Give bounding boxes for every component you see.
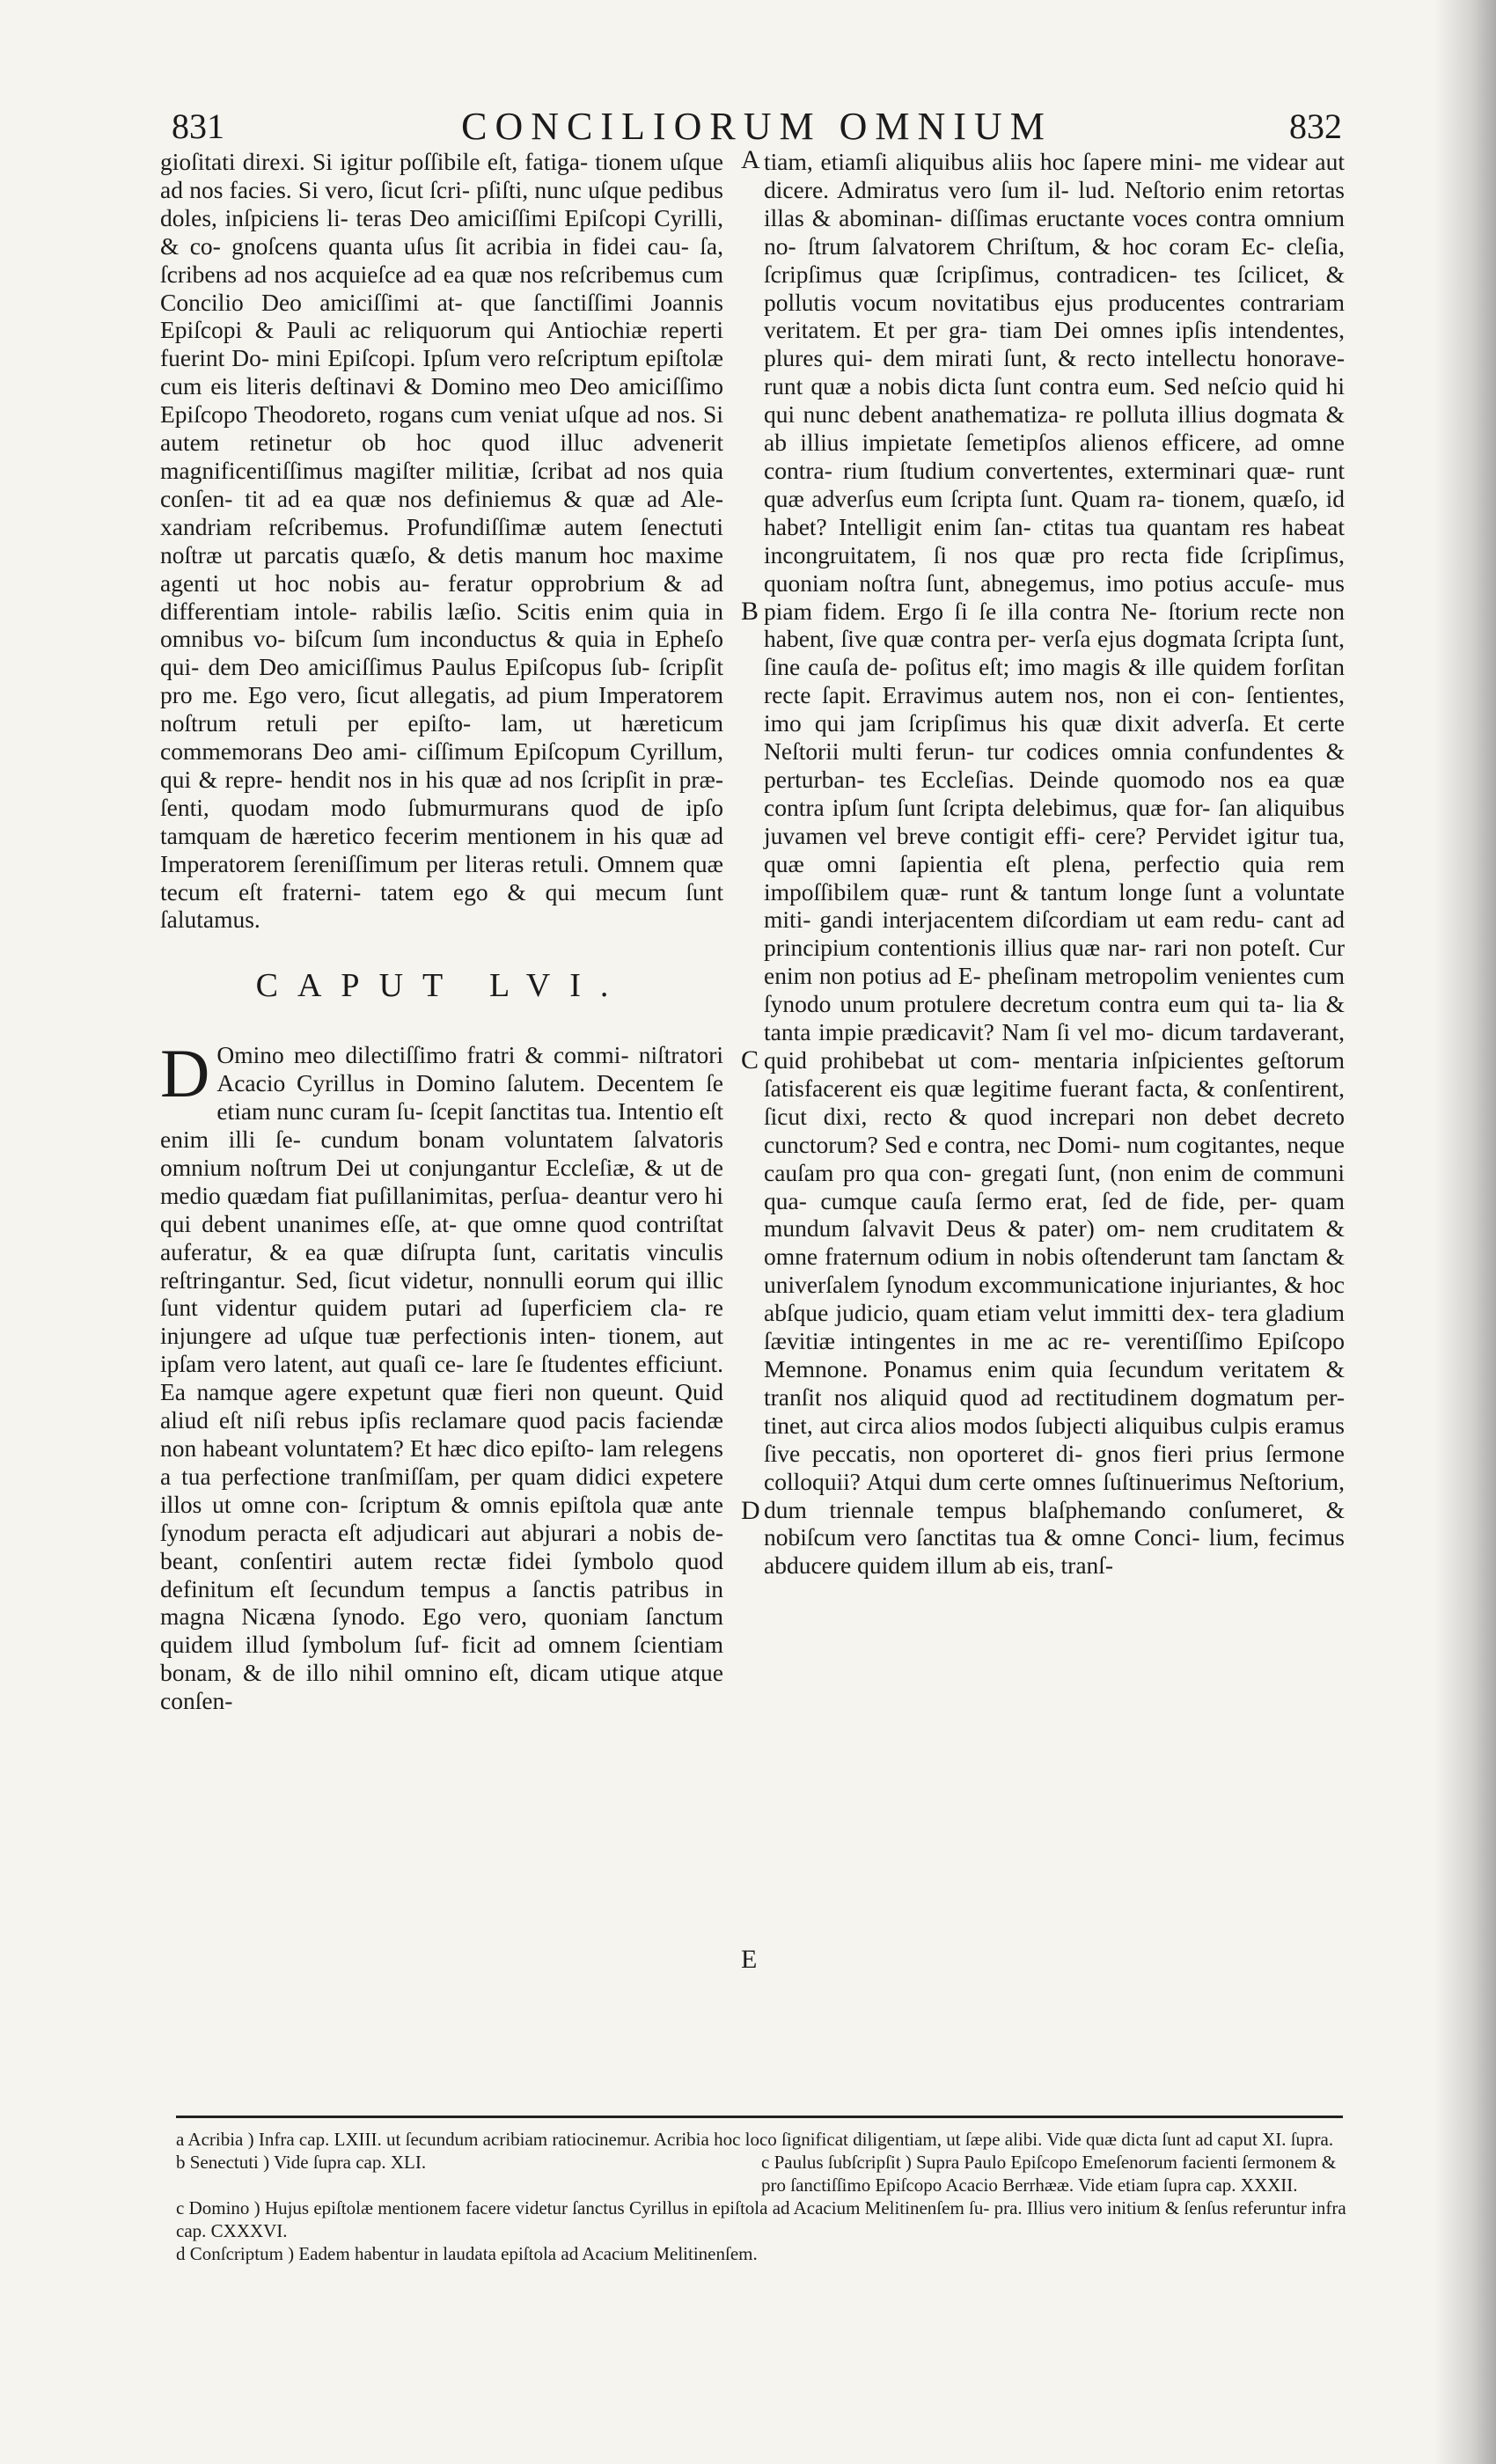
letter-text: Omino meo dilectiſſimo fratri & commi- niſtratori Acacio Cyrillus in Domino ſalutem. Decentem ſe etiam nunc curam ſu- ſcepit ſanctitas tua. Intentio eſt enim illi ſe- cundum bonam voluntatem ſalvatoris omnium noſtrum Dei ut conjungantur Eccleſiæ, & ut de medio quædam fiat puſillanimitas, perſua- deantur vero hi qui debent unanimes eſſe, at- que omne quod contriſtat auferatur, & ea quæ diſrupta ſunt, caritatis vinculis reſtringantur. Sed, ſicut videtur, nonnulli eorum qui illic ſunt videntur quidem putari ad ſuperficiem cla- re injungere ad uſque tuæ perfectionis inten- tionem, aut ipſam vero latent, aut quaſi ce- lare ſe ſtudentes efficiunt. Ea namque agere expetunt quæ fieri non queunt. Quid aliud eſt niſi rebus ipſis reclamare quod pacis faciendæ non habeant voluntatem? Et hæc dico epiſto- lam relegens a tua perfectione tranſmiſſam, per quam didici expetere illos ut omne con- ſcriptum & omnis epiſtola quæ ante ſynodum peracta eſt adjudicari aut abjurari a nobis de- beant, conſentiri autem rectæ fidei ſymbolo quod definitum eſt ſecundum tempus a ſanctis patribus in magna Nicæna ſynodo. Ego vero, quoniam ſanctum quidem illud ſymbolum ſuf- ficit ad omnem ſcientiam bonam, & de illo nihil omnino eſt, dicam utique atque conſen- [160, 1041, 723, 1715]
page-edge-shadow [1434, 0, 1496, 2464]
right-paragraph: tiam, etiamſi aliquibus aliis hoc ſapere mini- me videar aut dicere. Admiratus vero ſum il- lud. Neſtorio enim retortas illas & abominan- diſſimas eructante voces contra omnium no- ſtrum ſalvatorem Chriſtum, & hoc coram Ec- cleſia, ſcripſimus quæ ſcripſimus, contradicen- tes ſcilicet, & pollutis vocum novitatibus ejus producentes contrariam veritatem. Et per gra- tiam Dei omnes ipſis intendentes, plures qui- dem mirati ſunt, & recto intellectu honorave- runt quæ a nobis dicta ſunt contra eum. Sed neſcio quid hi qui nunc debent anathematiza- re polluta illius dogmata & ab illius impietate ſemetipſos alienos efficere, ad omne contra- rium ſtudium convertentes, exterminari quæ- runt quæ adverſus eum ſcripta ſunt. Quam ra- tionem, quæſo, id habet? Intelligit enim ſan- ctitas tua quantam res habeat incongruitatem, ſi nos quæ pro recta fide ſcripſimus, quoniam noſtra ſunt, abnegemus, imo potius accuſe- mus piam fidem. Ergo ſi ſe illa contra Ne- ſtorium recte non habent, ſive quæ contra per- verſa ejus dogmata ſcripta ſunt, ſine cauſa de- poſitus eſt; imo magis & ille quidem forſitan recte ſapit. Erravimus autem nos, non ei con- ſentientes, imo qui jam ſcripſimus his quæ dixit adverſa. Et certe Neſtorii multi ferun- tur codices omnia confundentes & perturban- tes Eccleſias. Deinde quomodo nos ea quæ contra ipſum ſunt ſcripta delebimus, quæ for- ſan aliquibus juvamen vel breve contigit effi- cere? Pervidet igitur tua, quæ omni ſapientia eſt plena, perfectio quia rem impoſſibilem quæ- runt & tantum longe ſunt a voluntate miti- gandi interjacentem diſcordiam ut eam redu- cant ad principium contentionis illius quæ nar- rari non poteſt. Cur enim non potius ad E- pheſinam metropolim venientes cum ſynodo unum protulere decretum contra eum qui ta- lia & tanta impie prædicavit? Nam ſi vel mo- dicum tardaverant, quid prohibebat ut com- mentaria inſpicientes geſtorum ſatisfacerent eis quæ legitime fuerant facta, & conſentirent, ſicut dixi, recto & quod increpari non debet decreto cunctorum? Sed e contra, nec Domi- num cogitantes, neque cauſam pro qua con- gregati ſunt, (non enim de communi qua- cumque cauſa ſermo erat, ſed de fide, per- quam mundum ſalvavit Deus & pater) om- nem cruditatem & omne fraternum odium in nobis oſtenderunt tam ſanctam & univerſalem ſynodum excommunicatione injuriantes, & hoc abſque judicio, quam etiam velut immitti dex- tera gladium ſævitiæ intingentes in me ac re- verentiſſimo Epiſcopo Memnone. Ponamus enim quia ſecundum veritatem & tranſit nos aliquid quod ad rectitudinem dogmatum per- tinet, aut circa alios modos ſubjecti aliquibus culpis eramus ſive peccatis, non oporteret di- gnos fieri prius ſermone colloquii? Atqui dum certe omnes ſuſtinuerimus Neſtorium, dum triennale tempus blaſphemando conſumeret, & nobiſcum vero ſanctitas tua & omne Conci- lium, fecimus abducere quidem illum ab eis, tranſ- [764, 148, 1345, 1580]
footnotes [176, 2128, 1346, 2265]
margin-letter-e: E [741, 1945, 758, 1974]
left-paragraph-2 [160, 1035, 723, 1715]
running-title: CONCILIORUM OMNIUM [461, 105, 1052, 148]
margin-letter-b: B [741, 597, 759, 626]
chapter-heading: CAPUT LVI. [255, 967, 628, 1005]
left-paragraph-1: gioſitati direxi. Si igitur poſſibile eſt, fatiga- tionem uſque ad nos facies. Si vero, ſicut ſcri- pſiſti, nunc uſque pedibus doles, inſpiciens li- teras Deo amiciſſimi Epiſcopi Cyrilli, & co- gnoſcens quanta uſus ſit acribia in fidei cau- ſa, ſcribens ad nos acquieſce ad ea quæ nos reſcribemus cum Concilio Deo amiciſſimi at- que ſanctiſſimi Joannis Epiſcopi & Pauli ac reliquorum qui Antiochiæ reperti fuerint Do- mini Epiſcopi. Ipſum vero reſcriptum epiſtolæ cum eis literis deſtinavi & Domino meo Deo amiciſſimo Epiſcopo Theodoreto, rogans cum veniat uſque ad nos. Si autem retinetur ob hoc quod illuc advenerit magnificentiſſimus magiſter militiæ, ſcribat ad nos quia conſen- tit ad ea quæ nos definiemus & quæ ad Ale- xandriam reſcribemus. Profundiſſimæ autem ſenectuti noſtræ ut parcatis quæſo, & detis manum hoc maxime agenti ut hoc nobis au- feratur opprobrium & ad differentiam intole- rabilis læſio. Scitis enim quia in omnibus vo- biſcum ſum inconductus & quia in Epheſo qui- dem Deo amiciſſimus Paulus Epiſcopus ſub- ſcripſit pro me. Ego vero, ſicut allegatis, ad pium Imperatorem noſtrum retuli per epiſto- lam, ut hæreticum commemorans Deo ami- ciſſimum Epiſcopum Cyrillum, qui & repre- hendit nos in his quæ ad nos ſcripſit in præ- ſenti, quodam modo ſubmurmurans quod de ipſo tamquam de hæretico fecerim mentionem in his quæ ad Imperatorem ſereniſſimum per literas retuli. Omnem quæ tecum eſt fraterni- tatem ego & qui mecum ſunt ſalutamus. [160, 148, 723, 934]
page-number-right: 832 [1289, 106, 1342, 146]
page-header [172, 104, 1342, 148]
footnote-row-bc [176, 2151, 1346, 2196]
footnote-d: d Conſcriptum ) Eadem habentur in laudata epiſtola ad Acacium Melitinenſem. [176, 2243, 758, 2264]
margin-letter-d: D [741, 1496, 760, 1525]
margin-letter-a: A [741, 145, 760, 174]
margin-letter-c: C [741, 1045, 759, 1074]
drop-cap: D [160, 1035, 210, 1112]
page-number-left: 831 [172, 106, 224, 146]
footnote-rule [176, 2116, 1343, 2118]
right-column [764, 148, 1345, 1580]
footnote-c1: c Paulus ſubſcripſit ) Supra Paulo Epiſcopo Emeſenorum facienti ſermonem & pro ſanctiſſimo Epiſcopo Acacio Berrhææ. Vide etiam ſupra cap. XXXII. [761, 2152, 1337, 2196]
left-column [160, 148, 723, 1715]
footnote-a: a Acribia ) Infra cap. LXIII. ut ſecundum acribiam ratiocinemur. Acribia hoc loco ſignificat diligentiam, ut ſæpe alibi. Vide quæ dicta ſunt ad caput XI. ſupra. [176, 2129, 1334, 2150]
footnote-c2: c Domino ) Hujus epiſtolæ mentionem facere videtur ſanctus Cyrillus in epiſtola ad Acacium Melitinenſem ſu- pra. Illius vero initium & ſenſus referuntur infra cap. CXXXVI. [176, 2197, 1346, 2241]
footnote-b: b Senectuti ) Vide ſupra cap. XLI. [176, 2152, 427, 2173]
